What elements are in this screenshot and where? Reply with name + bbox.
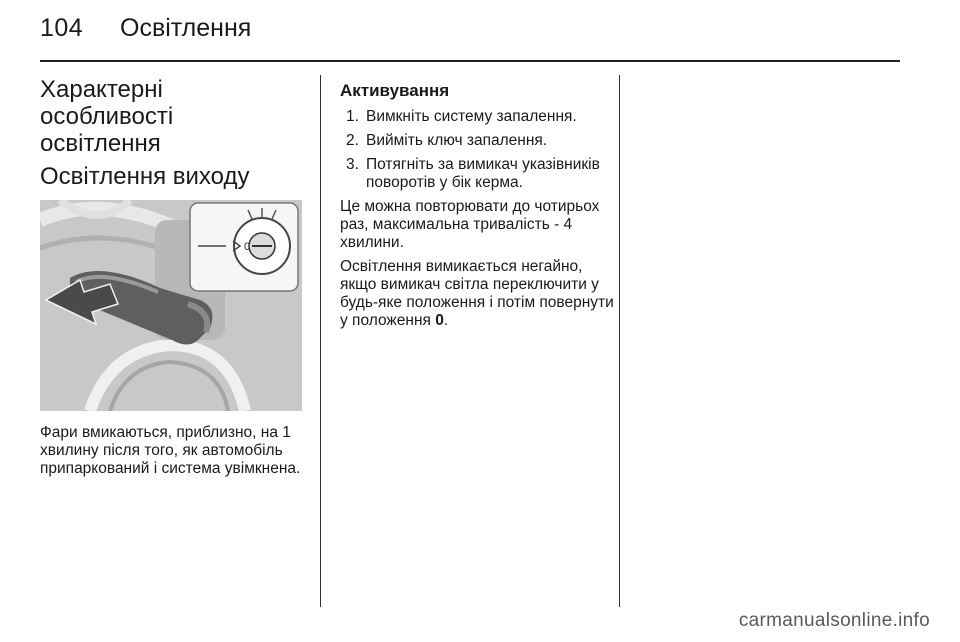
- sentence-end: .: [443, 312, 449, 329]
- running-title: Освітлення: [120, 14, 252, 42]
- step-text: Вийміть ключ запалення.: [366, 132, 548, 149]
- page-number: 104: [40, 14, 84, 42]
- step-item: [340, 156, 615, 192]
- step-number: 3.: [346, 156, 359, 173]
- switch-off-paragraph: [340, 258, 615, 330]
- step-number: 2.: [346, 132, 359, 149]
- step-item: [340, 132, 615, 150]
- activation-steps: [340, 108, 615, 192]
- inset-position-label: 0: [244, 241, 251, 253]
- step-text: Потягніть за вимикач указівників поворотів у бік керма.: [366, 156, 600, 191]
- watermark: carmanualsonline.info: [738, 610, 930, 631]
- column-divider-right: [619, 75, 620, 607]
- step-number: 1.: [346, 108, 359, 125]
- position-zero: 0: [435, 312, 444, 329]
- activation-heading: Активування: [340, 81, 450, 100]
- activation-section: [340, 82, 615, 336]
- repeat-paragraph: Це можна повторювати до чотирьох раз, максимальна тривалість - 4 хвилини.: [340, 198, 600, 251]
- step-text: Вимкніть систему запалення.: [366, 108, 577, 125]
- subsection-title: Освітлення виходу: [40, 163, 250, 190]
- column-divider-left: [320, 75, 321, 607]
- section-title: Характерні особливості освітлення: [40, 76, 174, 157]
- header-rule: [40, 60, 900, 62]
- switch-off-text: Освітлення вимикається негайно, якщо вимикач світла переключити у будь-яке положення і потім повернути у положення: [340, 258, 614, 329]
- figure-caption: Фари вмикаються, приблизно, на 1 хвилину після того, як автомобіль припаркований і система увімкнена.: [40, 424, 301, 477]
- exit-lighting-figure: [40, 200, 302, 411]
- step-item: [340, 108, 615, 126]
